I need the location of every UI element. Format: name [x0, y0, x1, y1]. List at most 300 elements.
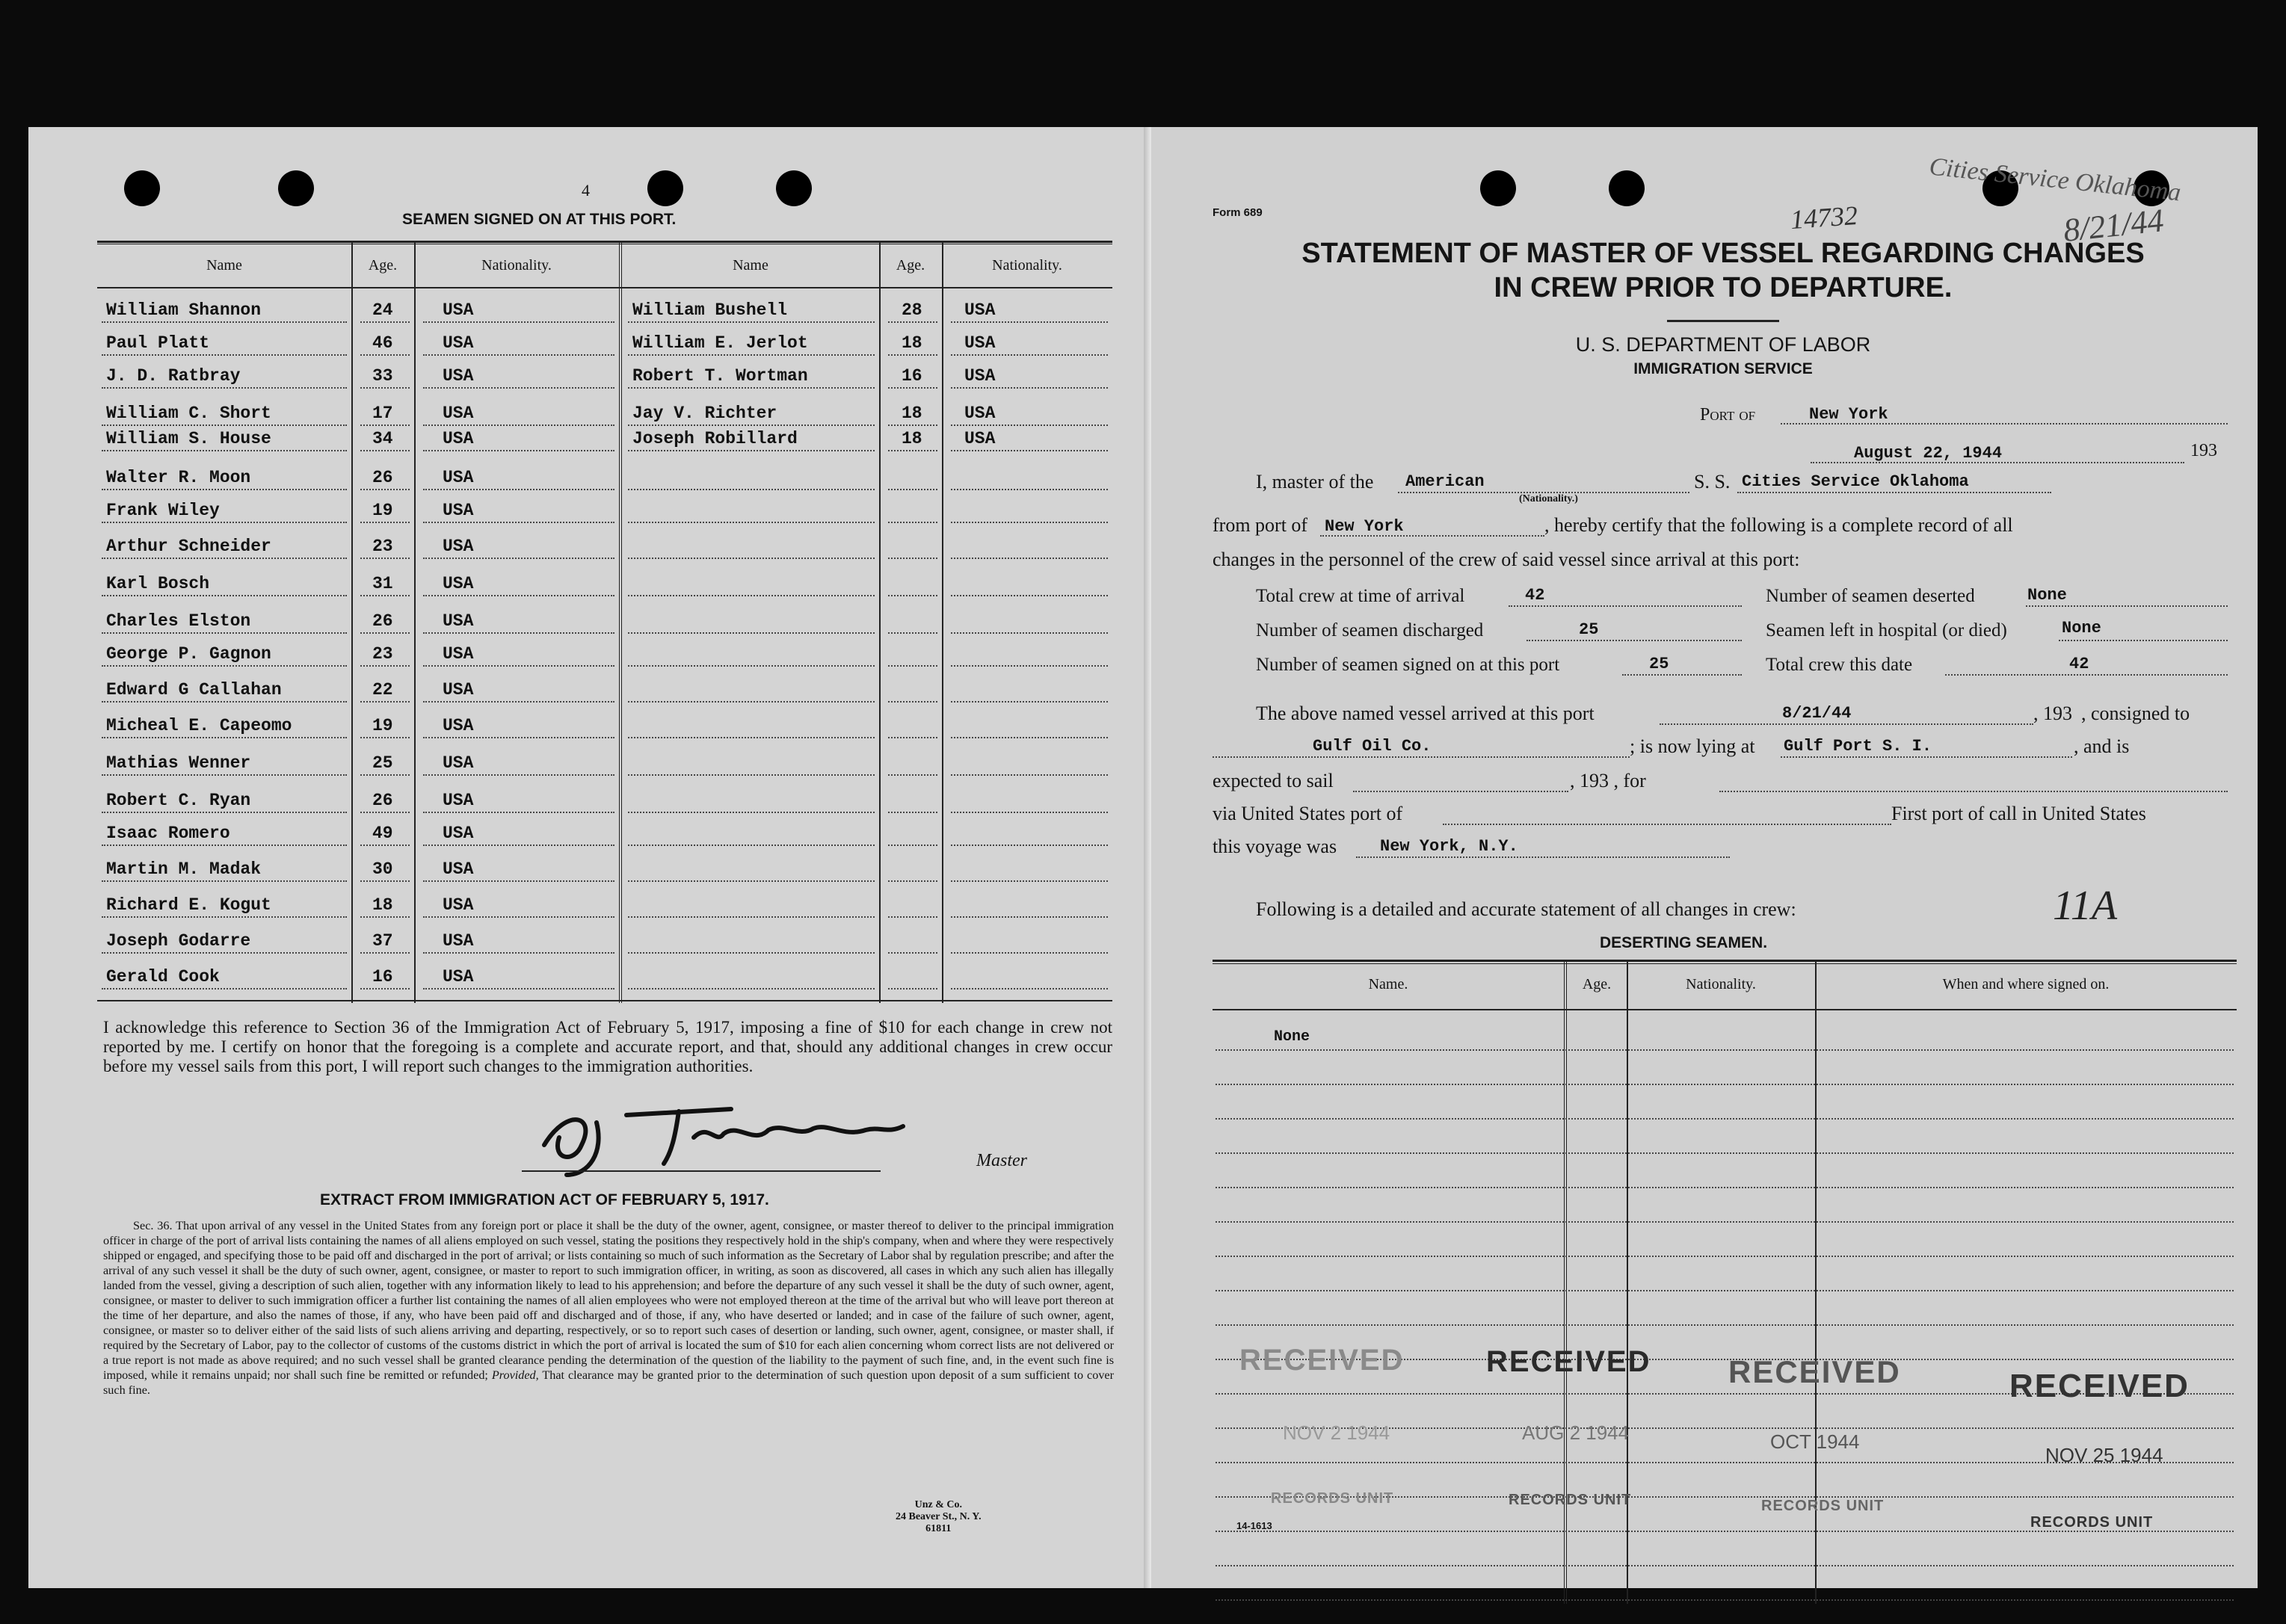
- seaman-age: 30: [372, 859, 393, 879]
- row-guide-line: [951, 774, 1108, 776]
- row-guide-line: [628, 774, 875, 776]
- row-guide-line: [888, 321, 937, 323]
- seaman-name: Paul Platt: [106, 333, 210, 353]
- column-divider: [619, 241, 622, 1003]
- signed-on-value: 25: [1649, 655, 1669, 673]
- table-header-rule: [97, 287, 1112, 288]
- table-header-rule: [1213, 1009, 2237, 1010]
- total-crew-arrival-label: Total crew at time of arrival: [1256, 586, 1465, 606]
- records-unit-label: RECORDS UNIT: [1509, 1492, 1632, 1508]
- seaman-nationality: USA: [443, 468, 474, 487]
- row-guide-line: [423, 665, 614, 667]
- row-guide-line: [951, 988, 1108, 989]
- form-number: Form 689: [1213, 206, 1263, 219]
- left-page: [28, 127, 1151, 1588]
- form-title: [1211, 236, 2235, 305]
- row-guide-line: [360, 450, 410, 451]
- seaman-name: Edward G Callahan: [106, 680, 282, 700]
- row-guide-line: [1216, 1221, 2234, 1223]
- row-guide-line: [628, 354, 875, 356]
- crew-signed-on-table: [97, 241, 1112, 1003]
- following-text: Following is a detailed and accurate statement of all changes in crew:: [1256, 898, 1796, 920]
- row-guide-line: [1216, 1084, 2234, 1085]
- seaman-nationality: USA: [443, 753, 474, 773]
- seaman-age: 46: [372, 333, 393, 353]
- from-port-value: New York: [1325, 517, 1404, 536]
- title-rule: [1667, 320, 1779, 322]
- for-label: , 193 , for: [1570, 770, 1646, 791]
- row-guide-line: [951, 424, 1108, 426]
- punch-hole: [1480, 170, 1516, 206]
- hospital-line: [2059, 640, 2228, 641]
- row-guide-line: [102, 354, 347, 356]
- port-label: Port of: [1700, 405, 1756, 424]
- seaman-nationality: USA: [964, 333, 996, 353]
- row-guide-line: [888, 988, 937, 989]
- total-crew-date-value: 42: [2069, 655, 2089, 673]
- row-guide-line: [951, 701, 1108, 703]
- stamp-date: OCT 1944: [1770, 1430, 1860, 1453]
- row-guide-line: [888, 774, 937, 776]
- row-guide-line: [951, 489, 1108, 490]
- arrived-value: 8/21/44: [1782, 704, 1852, 723]
- row-guide-line: [423, 558, 614, 559]
- seaman-name: William S. House: [106, 429, 271, 448]
- signed-on-label: Number of seamen signed on at this port: [1256, 655, 1560, 675]
- row-guide-line: [628, 522, 875, 523]
- row-guide-line: [628, 916, 875, 918]
- row-guide-line: [360, 558, 410, 559]
- header-nationality: Nationality.: [481, 257, 552, 274]
- row-guide-line: [360, 845, 410, 846]
- voyage-line: [1356, 856, 1730, 858]
- seaman-name: William E. Jerlot: [632, 333, 808, 353]
- row-guide-line: [1216, 1324, 2234, 1326]
- row-guide-line: [628, 845, 875, 846]
- row-guide-line: [628, 880, 875, 882]
- row-guide-line: [360, 354, 410, 356]
- total-crew-arrival-value: 42: [1525, 586, 1545, 605]
- row-guide-line: [360, 321, 410, 323]
- row-guide-line: [951, 450, 1108, 451]
- section-label: Sec. 36.: [133, 1219, 173, 1232]
- seaman-age: 37: [372, 931, 393, 951]
- row-guide-line: [102, 632, 347, 634]
- row-guide-line: [360, 774, 410, 776]
- discharged-value: 25: [1579, 620, 1599, 639]
- row-guide-line: [1216, 1290, 2234, 1291]
- row-guide-line: [423, 354, 614, 356]
- seaman-age: 34: [372, 429, 393, 448]
- row-guide-line: [951, 665, 1108, 667]
- row-guide-line: [423, 916, 614, 918]
- expected-label: expected to sail: [1213, 770, 1334, 791]
- seaman-age: 17: [372, 404, 393, 423]
- row-guide-line: [951, 522, 1108, 523]
- handwritten-vessel-note: Cities Service Oklahoma: [1928, 152, 2183, 207]
- row-guide-line: [102, 522, 347, 523]
- hospital-label: Seamen left in hospital (or died): [1766, 620, 2007, 640]
- row-guide-line: [360, 988, 410, 989]
- row-guide-line: [102, 595, 347, 596]
- row-guide-line: [888, 880, 937, 882]
- received-stamp: RECEIVED: [1486, 1345, 1651, 1378]
- total-crew-date-line: [1945, 674, 2228, 676]
- header-age: Age.: [368, 257, 398, 274]
- seaman-age: 18: [902, 429, 922, 448]
- seaman-nationality: USA: [443, 300, 474, 320]
- right-page: [1151, 127, 2258, 1588]
- seaman-name: Jay V. Richter: [632, 404, 777, 423]
- seaman-name: Karl Bosch: [106, 574, 210, 593]
- row-guide-line: [423, 489, 614, 490]
- header-name: Name: [206, 257, 242, 274]
- row-guide-line: [423, 701, 614, 703]
- row-guide-line: [360, 665, 410, 667]
- row-guide-line: [628, 595, 875, 596]
- table-bottom-rule: [97, 1000, 1112, 1001]
- seaman-nationality: USA: [443, 644, 474, 664]
- records-unit-label: RECORDS UNIT: [2030, 1514, 2154, 1531]
- seaman-name: William Shannon: [106, 300, 262, 320]
- consigned-label: , consigned to: [2081, 703, 2190, 724]
- seaman-name: J. D. Ratbray: [106, 366, 241, 386]
- seaman-name: Micheal E. Capeomo: [106, 716, 292, 735]
- row-guide-line: [102, 880, 347, 882]
- seaman-name: Isaac Romero: [106, 824, 230, 843]
- punch-hole: [124, 170, 160, 206]
- seaman-nationality: USA: [443, 716, 474, 735]
- signature-line: [522, 1170, 881, 1172]
- consignee-value: Gulf Oil Co.: [1313, 737, 1432, 756]
- seaman-age: 25: [372, 753, 393, 773]
- row-guide-line: [423, 812, 614, 813]
- row-guide-line: [102, 387, 347, 389]
- row-guide-line: [951, 387, 1108, 389]
- row-guide-line: [951, 737, 1108, 738]
- row-guide-line: [888, 952, 937, 954]
- row-guide-line: [360, 812, 410, 813]
- date-suffix: 193: [2190, 441, 2217, 460]
- row-guide-line: [951, 812, 1108, 813]
- seaman-age: 26: [372, 791, 393, 810]
- row-guide-line: [423, 450, 614, 451]
- row-guide-line: [102, 952, 347, 954]
- row-guide-line: [951, 880, 1108, 882]
- row-guide-line: [423, 774, 614, 776]
- seaman-name: William C. Short: [106, 404, 271, 423]
- header-nationality: Nationality.: [992, 257, 1062, 274]
- printer-code: 61811: [925, 1523, 952, 1534]
- provided-word: Provided,: [491, 1368, 539, 1382]
- handwritten-11a: 11A: [2053, 883, 2118, 929]
- seaman-name: George P. Gagnon: [106, 644, 271, 664]
- page-number: 4: [582, 181, 590, 200]
- row-guide-line: [888, 558, 937, 559]
- seaman-name: Richard E. Kogut: [106, 895, 271, 915]
- seaman-nationality: USA: [443, 429, 474, 448]
- row-guide-line: [102, 812, 347, 813]
- row-guide-line: [102, 845, 347, 846]
- punch-hole: [776, 170, 812, 206]
- column-divider: [414, 241, 416, 1003]
- row-guide-line: [628, 665, 875, 667]
- punch-hole: [1609, 170, 1645, 206]
- via-line: [1443, 824, 1891, 825]
- vessel-line: [1737, 492, 2051, 493]
- handwritten-file-number: 14732: [1789, 200, 1859, 235]
- row-guide-line: [423, 952, 614, 954]
- row-guide-line: [1216, 1565, 2234, 1566]
- seaman-nationality: USA: [964, 429, 996, 448]
- seaman-nationality: USA: [964, 300, 996, 320]
- printer-imprint: [896, 1499, 982, 1535]
- received-stamp: RECEIVED: [2009, 1368, 2190, 1404]
- title-line-2: IN CREW PRIOR TO DEPARTURE.: [1494, 272, 1953, 303]
- seaman-nationality: USA: [443, 611, 474, 631]
- seaman-age: 33: [372, 366, 393, 386]
- column-divider: [942, 241, 943, 1003]
- and-is-label: , and is: [2074, 735, 2130, 757]
- seaman-name: Frank Wiley: [106, 501, 220, 520]
- row-guide-line: [888, 916, 937, 918]
- nationality-caption: (Nationality.): [1519, 493, 1578, 504]
- row-guide-line: [628, 988, 875, 989]
- row-guide-line: [102, 701, 347, 703]
- lying-value: Gulf Port S. I.: [1784, 737, 1932, 756]
- seaman-nationality: USA: [443, 333, 474, 353]
- row-guide-line: [360, 632, 410, 634]
- row-guide-line: [360, 387, 410, 389]
- row-guide-line: [423, 522, 614, 523]
- row-guide-line: [102, 321, 347, 323]
- received-stamp: RECEIVED: [1728, 1354, 1901, 1389]
- seaman-nationality: USA: [964, 366, 996, 386]
- row-guide-line: [628, 701, 875, 703]
- row-guide-line: [102, 774, 347, 776]
- row-guide-line: [951, 321, 1108, 323]
- row-guide-line: [360, 424, 410, 426]
- seaman-age: 16: [902, 366, 922, 386]
- title-line-1: STATEMENT OF MASTER OF VESSEL REGARDING CHANGES: [1301, 238, 2145, 269]
- row-guide-line: [888, 595, 937, 596]
- seaman-age: 26: [372, 468, 393, 487]
- extract-text: That upon arrival of any vessel in the United States from any foreign port or place it shall be the duty of the owner, agent, consignee, or master thereof to deliver to the principal immigration officer in charge of the port of arrival lists containing the names of all aliens employed on such vessel, stating the positions they respectively hold in the ship's company, when and where they were respectively shipped or engaged, and specifying those to be paid off and discharged in the port of arrival; or lists containing so much of such information as the Secretary of Labor shal by regulation prescribe; and after the arrival of any such vessel it shall be the duty of such owner, agent, consignee, or master to report to such immigration officer, in writing, as soon as discovered, all cases in which any such alien has illegally landed from the vessel, giving a description of such alien, together with any information likely to lead to his apprehension; and before the departure of any such vessel it shall be the duty of such owner, agent, consignee, or master to deliver to such immigration officer a further list containing the names of all alien employees who were not employed thereon at the time of the arrival but who will leave port thereon at the time of her departure, and also the names of those, if any, who have been paid off and discharged and of those, if any, who have deserted or landed; and in case of the failure of such owner, agent, consignee, or master so to deliver either of the said lists of such aliens arriving and departing, respectively, or so to report such cases of desertion or landing, such owner, agent, consignee, or master shall, if required by the Secretary of Labor, pay to the collector of customs of the customs district in which the port of arrival is located the sum of $10 for each alien concerning whom correct lists are not delivered or a true report is not made as above required; and no such vessel shall be granted clearance pending the determination of the question of the liability to the payment of such fine, and, in the event such fine is imposed, while it remains unpaid; nor shall such fine be remitted or refunded;: [103, 1219, 1114, 1382]
- row-guide-line: [888, 845, 937, 846]
- seaman-age: 49: [372, 824, 393, 843]
- records-unit-label: RECORDS UNIT: [1271, 1490, 1394, 1507]
- row-guide-line: [888, 812, 937, 813]
- seaman-name: William Bushell: [632, 300, 788, 320]
- seaman-nationality: USA: [443, 859, 474, 879]
- deserted-value: None: [2027, 586, 2067, 605]
- row-guide-line: [628, 450, 875, 451]
- row-guide-line: [951, 595, 1108, 596]
- seaman-name: Joseph Godarre: [106, 931, 251, 951]
- seaman-name: Robert T. Wortman: [632, 366, 808, 386]
- row-guide-line: [102, 737, 347, 738]
- nationality-value: American: [1405, 472, 1485, 491]
- row-guide-line: [888, 522, 937, 523]
- row-guide-line: [423, 424, 614, 426]
- immigration-service: IMMIGRATION SERVICE: [1633, 360, 1813, 377]
- seaman-name: Robert C. Ryan: [106, 791, 251, 810]
- seaman-name: Gerald Cook: [106, 967, 220, 987]
- header-name: Name: [733, 257, 768, 274]
- signed-on-line: [1622, 674, 1742, 676]
- changes-text: changes in the personnel of the crew of said vessel since arrival at this port:: [1213, 549, 1800, 570]
- voyage-label: this voyage was: [1213, 836, 1337, 857]
- row-guide-line: [888, 489, 937, 490]
- row-guide-line: [1216, 1256, 2234, 1257]
- discharged-line: [1526, 640, 1742, 641]
- consignee-line: [1213, 756, 1630, 758]
- seaman-name: Joseph Robillard: [632, 429, 798, 448]
- deserting-header-signed-on: When and where signed on.: [1942, 976, 2110, 992]
- row-guide-line: [360, 916, 410, 918]
- row-guide-line: [888, 387, 937, 389]
- row-guide-line: [628, 387, 875, 389]
- row-guide-line: [423, 387, 614, 389]
- from-port-label: from port of: [1213, 514, 1308, 536]
- row-guide-line: [1216, 1599, 2234, 1601]
- seaman-nationality: USA: [964, 404, 996, 423]
- acknowledgement-text: I acknowledge this reference to Section 36 of the Immigration Act of February 5, 1917, imposing a fine of $10 for each change in crew not reported by me. I certify on honor that the foregoing is a complete and accurate report, and that, should any additional changes in crew occur before my vessel sails from this port, I will report such changes to the immigration authorities.: [103, 1018, 1112, 1075]
- row-guide-line: [102, 916, 347, 918]
- row-guide-line: [628, 737, 875, 738]
- arrived-line: [1660, 723, 2033, 725]
- ss-label: S. S.: [1694, 471, 1731, 493]
- row-guide-line: [951, 558, 1108, 559]
- row-guide-line: [423, 988, 614, 989]
- row-guide-line: [360, 489, 410, 490]
- row-guide-line: [628, 489, 875, 490]
- seaman-nationality: USA: [443, 501, 474, 520]
- seaman-age: 23: [372, 537, 393, 556]
- row-guide-line: [423, 737, 614, 738]
- row-guide-line: [951, 845, 1108, 846]
- for-line: [1719, 791, 2228, 792]
- stamp-date: NOV 25 1944: [2045, 1444, 2163, 1466]
- deserting-heading: DESERTING SEAMEN.: [1600, 934, 1768, 951]
- row-guide-line: [360, 701, 410, 703]
- row-guide-line: [951, 952, 1108, 954]
- seaman-age: 26: [372, 611, 393, 631]
- deserted-label: Number of seamen deserted: [1766, 586, 1975, 606]
- table-top-rule: [1213, 963, 2237, 964]
- printer-name: Unz & Co.: [914, 1499, 962, 1510]
- row-guide-line: [360, 880, 410, 882]
- column-divider: [351, 241, 353, 1003]
- stamp-date: AUG 2 1944: [1522, 1421, 1630, 1444]
- row-guide-line: [628, 321, 875, 323]
- master-signature: [514, 1093, 933, 1182]
- row-guide-line: [888, 450, 937, 451]
- row-guide-line: [1216, 1187, 2234, 1188]
- received-stamp: RECEIVED: [1239, 1344, 1405, 1377]
- row-guide-line: [360, 952, 410, 954]
- seaman-nationality: USA: [443, 574, 474, 593]
- row-guide-line: [628, 812, 875, 813]
- row-guide-line: [102, 665, 347, 667]
- row-guide-line: [951, 916, 1108, 918]
- row-guide-line: [888, 632, 937, 634]
- master-label: Master: [976, 1151, 1027, 1170]
- row-guide-line: [628, 558, 875, 559]
- extract-tail: That clearance may be granted prior to the determination of such question upon deposit of a sum sufficient to cover such fine.: [103, 1368, 1114, 1397]
- row-guide-line: [888, 665, 937, 667]
- seaman-name: Martin M. Madak: [106, 859, 262, 879]
- seaman-nationality: USA: [443, 680, 474, 700]
- seaman-age: 18: [902, 333, 922, 353]
- port-value: New York: [1809, 405, 1888, 424]
- seaman-name: Mathias Wenner: [106, 753, 251, 773]
- row-guide-line: [102, 450, 347, 451]
- seaman-nationality: USA: [443, 791, 474, 810]
- stamp-date: NOV 2 1944: [1283, 1421, 1390, 1444]
- handwritten-date: 8/21/44: [2061, 202, 2166, 249]
- row-guide-line: [423, 880, 614, 882]
- row-guide-line: [102, 988, 347, 989]
- seaman-age: 18: [902, 404, 922, 423]
- deserting-header-name: Name.: [1368, 976, 1408, 992]
- arrived-label: The above named vessel arrived at this port: [1256, 703, 1595, 724]
- certify-text: , hereby certify that the following is a complete record of all: [1544, 514, 2013, 536]
- seaman-age: 19: [372, 716, 393, 735]
- first-port-label: First port of call in United States: [1891, 803, 2146, 824]
- row-guide-line: [628, 952, 875, 954]
- discharged-label: Number of seamen discharged: [1256, 620, 1484, 640]
- row-guide-line: [1216, 1118, 2234, 1120]
- row-guide-line: [888, 737, 937, 738]
- row-guide-line: [628, 424, 875, 426]
- via-label: via United States port of: [1213, 803, 1403, 824]
- seaman-name: Walter R. Moon: [106, 468, 251, 487]
- row-guide-line: [888, 701, 937, 703]
- seaman-age: 31: [372, 574, 393, 593]
- master-of-label: I, master of the: [1256, 471, 1374, 493]
- seaman-age: 19: [372, 501, 393, 520]
- deserting-header-age: Age.: [1582, 976, 1612, 992]
- total-crew-arrival-line: [1509, 605, 1742, 607]
- extract-heading: EXTRACT FROM IMMIGRATION ACT OF FEBRUARY 5, 1917.: [320, 1191, 769, 1208]
- row-guide-line: [1216, 1049, 2234, 1051]
- hospital-value: None: [2062, 619, 2101, 637]
- seaman-nationality: USA: [443, 931, 474, 951]
- printer-address: 24 Beaver St., N. Y.: [896, 1511, 982, 1522]
- seaman-nationality: USA: [443, 895, 474, 915]
- lying-line: [1781, 756, 2072, 758]
- seaman-age: 23: [372, 644, 393, 664]
- department: U. S. DEPARTMENT OF LABOR: [1575, 333, 1871, 356]
- seaman-age: 24: [372, 300, 393, 320]
- row-guide-line: [360, 522, 410, 523]
- year-prefix: , 193: [2033, 703, 2072, 724]
- seaman-nationality: USA: [443, 967, 474, 987]
- seaman-nationality: USA: [443, 366, 474, 386]
- row-guide-line: [360, 737, 410, 738]
- seaman-age: 18: [372, 895, 393, 915]
- row-guide-line: [888, 424, 937, 426]
- row-guide-line: [423, 632, 614, 634]
- deserting-header-nationality: Nationality.: [1686, 976, 1756, 992]
- seaman-name: Charles Elston: [106, 611, 251, 631]
- deserting-entry: None: [1274, 1028, 1310, 1046]
- lying-label: ; is now lying at: [1630, 735, 1755, 757]
- row-guide-line: [360, 595, 410, 596]
- table-top-rule: [1213, 960, 2237, 962]
- row-guide-line: [102, 424, 347, 426]
